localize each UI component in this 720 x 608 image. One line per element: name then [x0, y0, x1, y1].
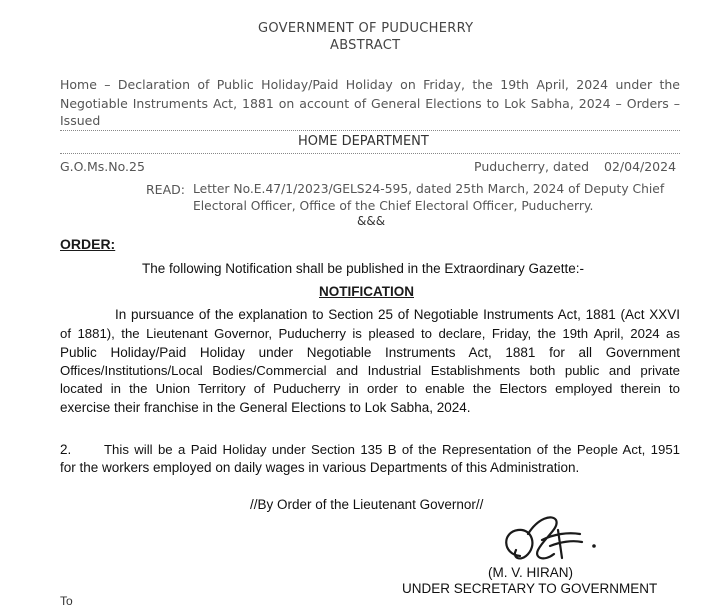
subject-line-2: Negotiable Instruments Act, 1881 on account of General Elections to Lok Sabha, 2024 – Orders –	[60, 96, 680, 111]
para1-line-4: Offices/Institutions/Local Bodies/Commercial and Industrial Establishments both public and private	[60, 363, 680, 378]
subject-line-3: Issued	[60, 113, 101, 128]
abstract-heading: ABSTRACT	[330, 38, 401, 53]
order-number: G.O.Ms.No.25	[60, 159, 145, 174]
divider-top	[60, 130, 680, 131]
notification-heading: NOTIFICATION	[319, 284, 414, 299]
read-line-2: Electoral Officer, Office of the Chief Electoral Officer, Puducherry.	[193, 199, 594, 213]
signature-mark	[498, 510, 608, 572]
order-heading: ORDER:	[60, 236, 116, 252]
read-label: READ:	[146, 182, 185, 197]
place-dated: Puducherry, dated	[474, 159, 590, 174]
para1-line-1: In pursuance of the explanation to Section 25 of Negotiable Instruments Act, 1881 (Act XXVI	[115, 307, 680, 322]
read-separator: &&&	[357, 214, 386, 228]
read-line-1: Letter No.E.47/1/2023/GELS24-595, dated 25th March, 2024 of Deputy Chief	[193, 182, 665, 196]
para1-line-5: located in the Union Territory of Puducherry in order to enable the Electors employed therein to	[60, 381, 680, 396]
government-heading: GOVERNMENT OF PUDUCHERRY	[258, 21, 474, 36]
by-order-line: //By Order of the Lieutenant Governor//	[250, 497, 484, 512]
para2-line-1: This will be a Paid Holiday under Section 135 B of the Representation of the People Act, 1951	[104, 442, 680, 457]
signatory-name: (M. V. HIRAN)	[488, 565, 574, 580]
order-date: 02/04/2024	[604, 159, 677, 174]
para1-line-2: of 1881), the Lieutenant Governor, Puducherry is pleased to declare, Friday, the 19th April, 2024 as	[60, 326, 680, 341]
gazette-intro: The following Notification shall be published in the Extraordinary Gazette:-	[142, 261, 584, 276]
footer-fragment: To	[60, 594, 73, 608]
para2-line-2: for the workers employed on daily wages in various Departments of this Administration.	[60, 460, 580, 475]
department-heading: HOME DEPARTMENT	[298, 134, 429, 149]
signatory-designation: UNDER SECRETARY TO GOVERNMENT	[402, 581, 658, 596]
subject-line-1: Home – Declaration of Public Holiday/Paid Holiday on Friday, the 19th April, 2024 under the	[60, 77, 680, 92]
para2-number: 2.	[60, 442, 72, 457]
divider-bottom	[60, 153, 680, 154]
para1-line-6: exercise their franchise in the General Elections to Lok Sabha, 2024.	[60, 400, 471, 415]
para1-line-3: Public Holiday/Paid Holiday under Negotiable Instruments Act, 1881 for all Government	[60, 345, 680, 360]
